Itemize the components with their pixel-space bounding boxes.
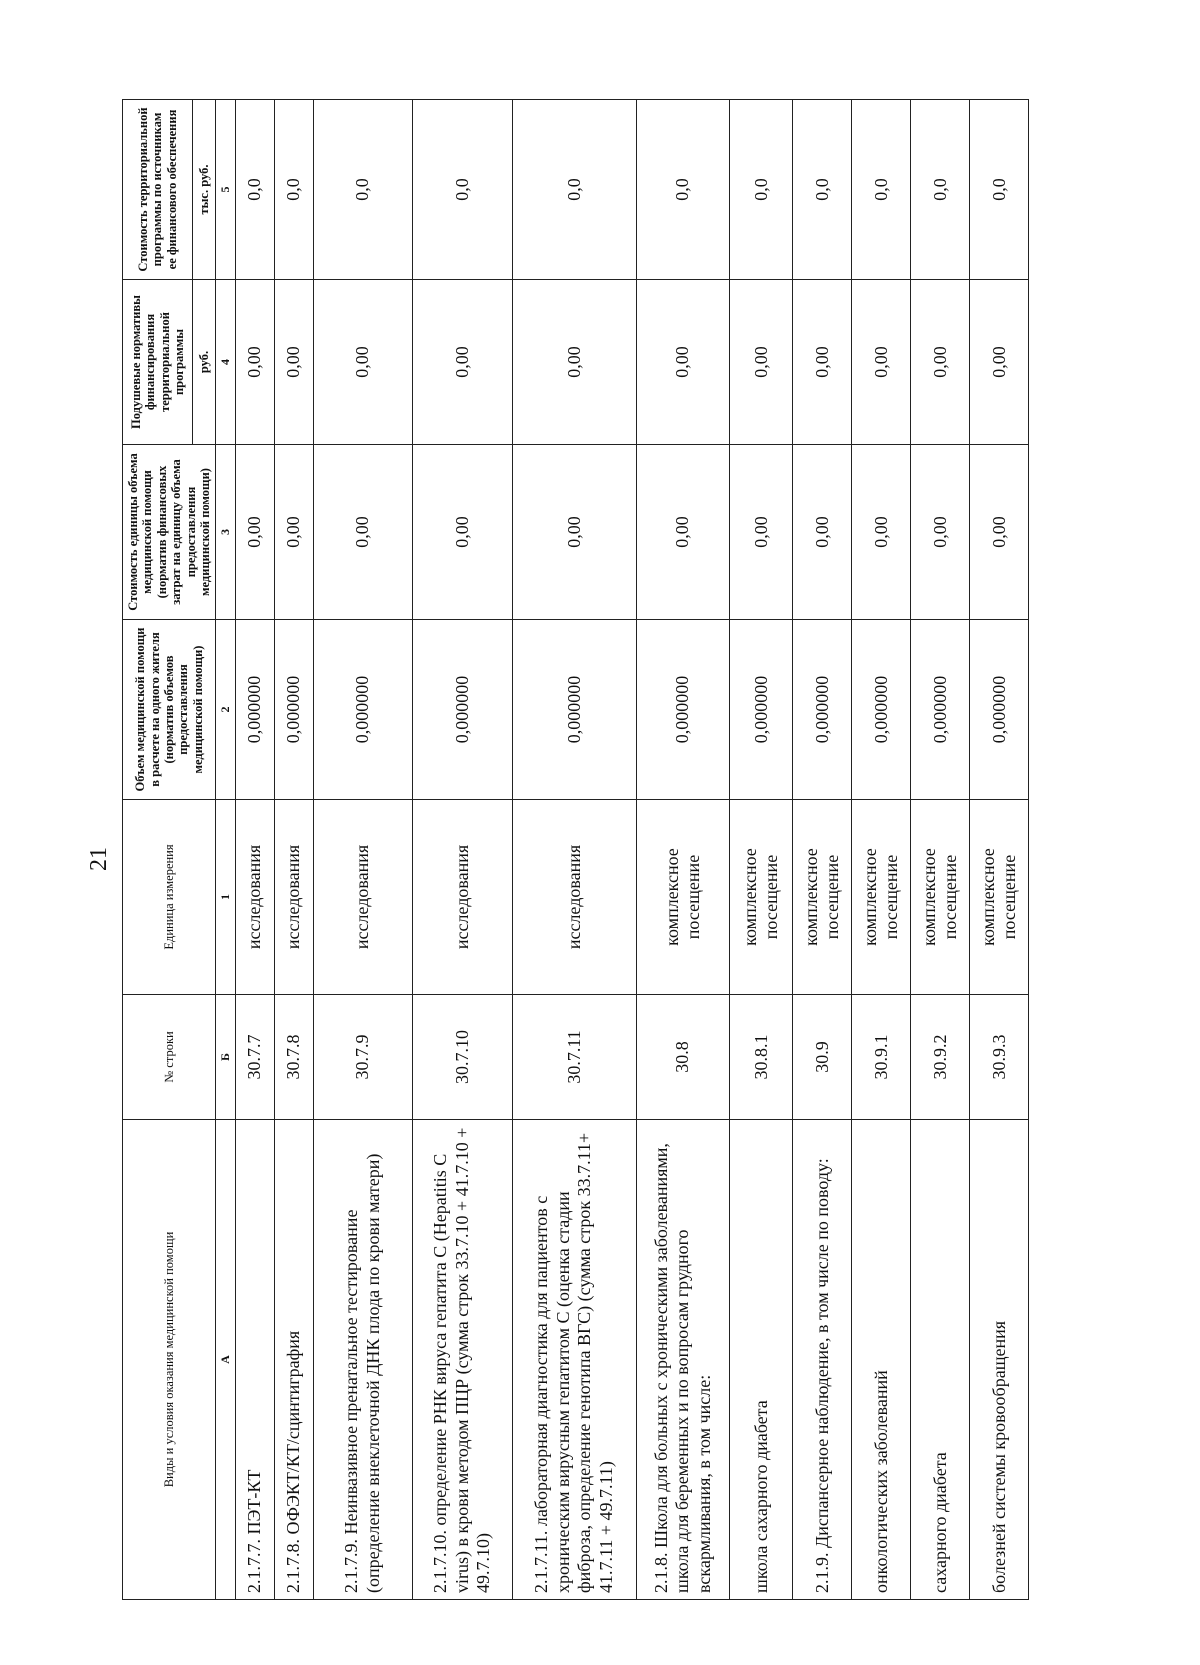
cell-total: 0,0 <box>413 100 513 280</box>
cell-per-capita: 0,00 <box>274 280 313 445</box>
cell-volume: 0,000000 <box>730 620 793 800</box>
table-row <box>512 100 636 1600</box>
cell-name: 2.1.8. Школа для больных с хроническими заболеваниями, школа для беременных и по вопросам грудного вскармливания, в том числе: <box>636 1120 730 1600</box>
cell-name: 2.1.7.7. ПЭТ-КТ <box>236 1120 275 1600</box>
cell-name: болезней системы кровообращения <box>970 1120 1029 1600</box>
cell-unit: исследования <box>413 800 513 995</box>
cell-total: 0,0 <box>236 100 275 280</box>
cell-unit: исследования <box>313 800 413 995</box>
index-cell: 1 <box>216 800 236 995</box>
page-number: 21 <box>86 847 112 871</box>
index-cell: А <box>216 1120 236 1600</box>
cell-cost-unit: 0,00 <box>730 445 793 620</box>
cell-line: 30.7.11 <box>512 995 636 1120</box>
index-cell: 4 <box>216 280 236 445</box>
cell-total: 0,0 <box>636 100 730 280</box>
cell-total: 0,0 <box>313 100 413 280</box>
header-col-a: Виды и условия оказания медицинской помощи <box>123 1120 216 1600</box>
table-row <box>313 100 413 1600</box>
cell-line: 30.7.10 <box>413 995 513 1120</box>
cell-per-capita: 0,00 <box>413 280 513 445</box>
cell-per-capita: 0,00 <box>512 280 636 445</box>
medical-care-table <box>122 99 1029 1600</box>
cell-line: 30.7.9 <box>313 995 413 1120</box>
cell-volume: 0,000000 <box>274 620 313 800</box>
cell-cost-unit: 0,00 <box>636 445 730 620</box>
cell-unit: исследования <box>274 800 313 995</box>
cell-line: 30.7.8 <box>274 995 313 1120</box>
cell-name: сахарного диабета <box>911 1120 970 1600</box>
cell-cost-unit: 0,00 <box>236 445 275 620</box>
cell-volume: 0,000000 <box>236 620 275 800</box>
table-row <box>730 100 793 1600</box>
unit-col-4: руб. <box>193 280 216 445</box>
cell-unit: исследования <box>236 800 275 995</box>
cell-total: 0,0 <box>852 100 911 280</box>
cell-line: 30.9.1 <box>852 995 911 1120</box>
cell-volume: 0,000000 <box>911 620 970 800</box>
cell-unit: комплексное посещение <box>730 800 793 995</box>
table-row <box>793 100 852 1600</box>
cell-total: 0,0 <box>911 100 970 280</box>
cell-total: 0,0 <box>274 100 313 280</box>
cell-cost-unit: 0,00 <box>970 445 1029 620</box>
cell-volume: 0,000000 <box>636 620 730 800</box>
rotated-table-container <box>122 100 1022 1600</box>
table-row <box>852 100 911 1600</box>
header-col-1: Единица измерения <box>123 800 216 995</box>
cell-per-capita: 0,00 <box>730 280 793 445</box>
index-cell: 2 <box>216 620 236 800</box>
cell-name: онкологических заболеваний <box>852 1120 911 1600</box>
index-cell: 3 <box>216 445 236 620</box>
cell-name: 2.1.9. Диспансерное наблюдение, в том числе по поводу: <box>793 1120 852 1600</box>
cell-total: 0,0 <box>793 100 852 280</box>
cell-volume: 0,000000 <box>793 620 852 800</box>
header-col-5: Стоимость территориальной программы по источникам ее финансового обеспечения <box>123 100 193 280</box>
cell-line: 30.9.2 <box>911 995 970 1120</box>
table-row <box>970 100 1029 1600</box>
cell-cost-unit: 0,00 <box>274 445 313 620</box>
header-col-b: № строки <box>123 995 216 1120</box>
cell-unit: комплексное посещение <box>852 800 911 995</box>
cell-line: 30.8.1 <box>730 995 793 1120</box>
cell-name: 2.1.7.10. определение РНК вируса гепатита С (Hepatitis С virus) в крови методом ПЦР (сумма строк 33.7.10 + 41.7.10 + 49.7.10) <box>413 1120 513 1600</box>
cell-cost-unit: 0,00 <box>413 445 513 620</box>
cell-unit: комплексное посещение <box>793 800 852 995</box>
index-cell: Б <box>216 995 236 1120</box>
index-cell: 5 <box>216 100 236 280</box>
unit-col-5: тыс. руб. <box>193 100 216 280</box>
cell-cost-unit: 0,00 <box>313 445 413 620</box>
cell-volume: 0,000000 <box>512 620 636 800</box>
cell-per-capita: 0,00 <box>911 280 970 445</box>
cell-per-capita: 0,00 <box>793 280 852 445</box>
table-row <box>236 100 275 1600</box>
cell-line: 30.8 <box>636 995 730 1120</box>
table-row <box>636 100 730 1600</box>
cell-unit: исследования <box>512 800 636 995</box>
index-row <box>216 100 236 1600</box>
header-col-4: Подушевые нормативы финансирования территориальной программы <box>123 280 193 445</box>
cell-cost-unit: 0,00 <box>512 445 636 620</box>
cell-total: 0,0 <box>730 100 793 280</box>
cell-unit: комплексное посещение <box>970 800 1029 995</box>
cell-line: 30.7.7 <box>236 995 275 1120</box>
cell-volume: 0,000000 <box>313 620 413 800</box>
cell-total: 0,0 <box>512 100 636 280</box>
cell-cost-unit: 0,00 <box>911 445 970 620</box>
cell-total: 0,0 <box>970 100 1029 280</box>
table-row <box>274 100 313 1600</box>
header-col-2: Объем медицинской помощи в расчете на одного жителя (норматив объемов предоставления медицинской помощи) <box>123 620 216 800</box>
cell-cost-unit: 0,00 <box>793 445 852 620</box>
cell-line: 30.9 <box>793 995 852 1120</box>
cell-cost-unit: 0,00 <box>852 445 911 620</box>
cell-name: 2.1.7.11. лабораторная диагностика для пациентов с хроническим вирусным гепатитом С (оценка стадии фиброза, определение генотипа ВГС) (сумма строк 33.7.11+ 41.7.11 + 49.7.11) <box>512 1120 636 1600</box>
cell-per-capita: 0,00 <box>970 280 1029 445</box>
cell-volume: 0,000000 <box>852 620 911 800</box>
header-col-3: Стоимость единицы объема медицинской помощи (норматив финансовых затрат на единицу объема предоставления медицинской помощи) <box>123 445 216 620</box>
cell-per-capita: 0,00 <box>636 280 730 445</box>
cell-name: 2.1.7.8. ОФЭКТ/КТ/сцинтиграфия <box>274 1120 313 1600</box>
cell-unit: комплексное посещение <box>911 800 970 995</box>
cell-line: 30.9.3 <box>970 995 1029 1120</box>
header-row <box>123 100 193 1600</box>
cell-name: школа сахарного диабета <box>730 1120 793 1600</box>
cell-volume: 0,000000 <box>970 620 1029 800</box>
table-row <box>911 100 970 1600</box>
cell-per-capita: 0,00 <box>313 280 413 445</box>
cell-volume: 0,000000 <box>413 620 513 800</box>
cell-name: 2.1.7.9. Неинвазивное пренатальное тестирование (определение внеклеточной ДНК плода по крови матери) <box>313 1120 413 1600</box>
cell-per-capita: 0,00 <box>236 280 275 445</box>
cell-per-capita: 0,00 <box>852 280 911 445</box>
cell-unit: комплексное посещение <box>636 800 730 995</box>
table-row <box>413 100 513 1600</box>
